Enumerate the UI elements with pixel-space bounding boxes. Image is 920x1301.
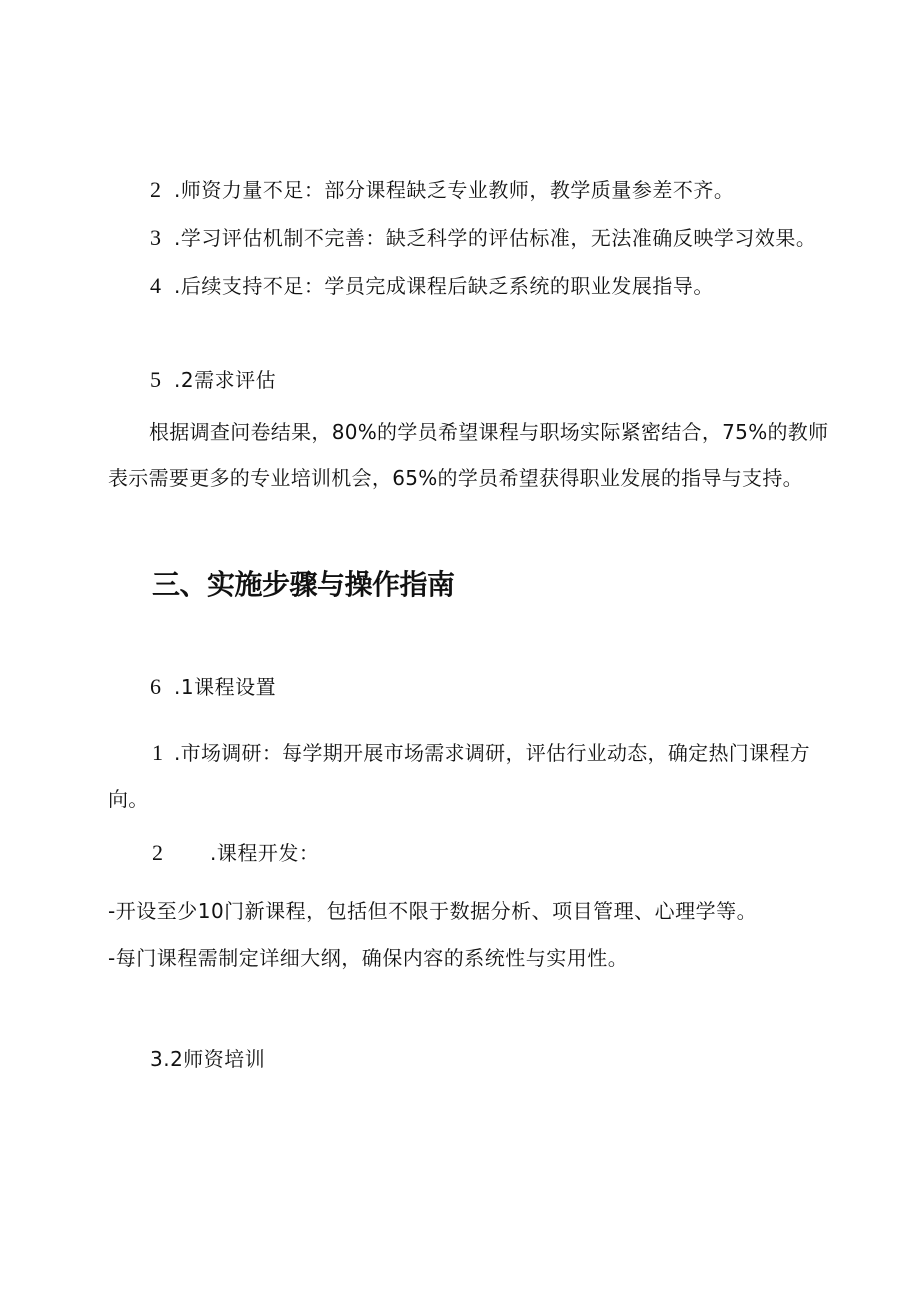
bullet-item: -开设至少10门新课程，包括但不限于数据分析、项目管理、心理学等。: [108, 899, 758, 923]
list-number: 4: [150, 273, 162, 298]
list-number: 3: [150, 225, 162, 250]
list-item: [108, 730, 820, 822]
list-item: [152, 839, 319, 867]
section-heading: 3.2师资培训: [150, 1047, 266, 1071]
list-number: 2: [152, 840, 164, 865]
list-text: .师资力量不足：部分课程缺乏专业教师，教学质量参差不齐。: [174, 178, 735, 202]
section-number: 6: [150, 674, 162, 699]
list-number: 2: [150, 177, 162, 202]
bullet-item: -每门课程需制定详细大纲，确保内容的系统性与实用性。: [108, 946, 629, 970]
section-heading: [150, 673, 276, 701]
list-text: .课程开发：: [210, 841, 320, 865]
list-text: .市场调研：每学期开展市场需求调研，评估行业动态，确定热门课程方: [174, 741, 810, 765]
section-title: .1课程设置: [174, 675, 277, 699]
paragraph: [108, 409, 829, 501]
list-text-continued: 向。: [108, 787, 149, 811]
list-text: .学习评估机制不完善：缺乏科学的评估标准，无法准确反映学习效果。: [174, 226, 817, 250]
section-title: .2需求评估: [174, 368, 277, 392]
chapter-heading: 三、实施步骤与操作指南: [152, 568, 455, 601]
list-item: [150, 224, 816, 252]
paragraph-line: 表示需要更多的专业培训机会，65%的学员希望获得职业发展的指导与支持。: [108, 466, 803, 490]
paragraph-line: 根据调查问卷结果，80%的学员希望课程与职场实际紧密结合，75%的教师: [149, 420, 829, 444]
list-number: 1: [152, 740, 164, 765]
section-number: 5: [150, 367, 162, 392]
list-item: [150, 272, 714, 300]
list-item: [150, 176, 734, 204]
section-heading: [150, 366, 276, 394]
list-text: .后续支持不足：学员完成课程后缺乏系统的职业发展指导。: [174, 274, 714, 298]
